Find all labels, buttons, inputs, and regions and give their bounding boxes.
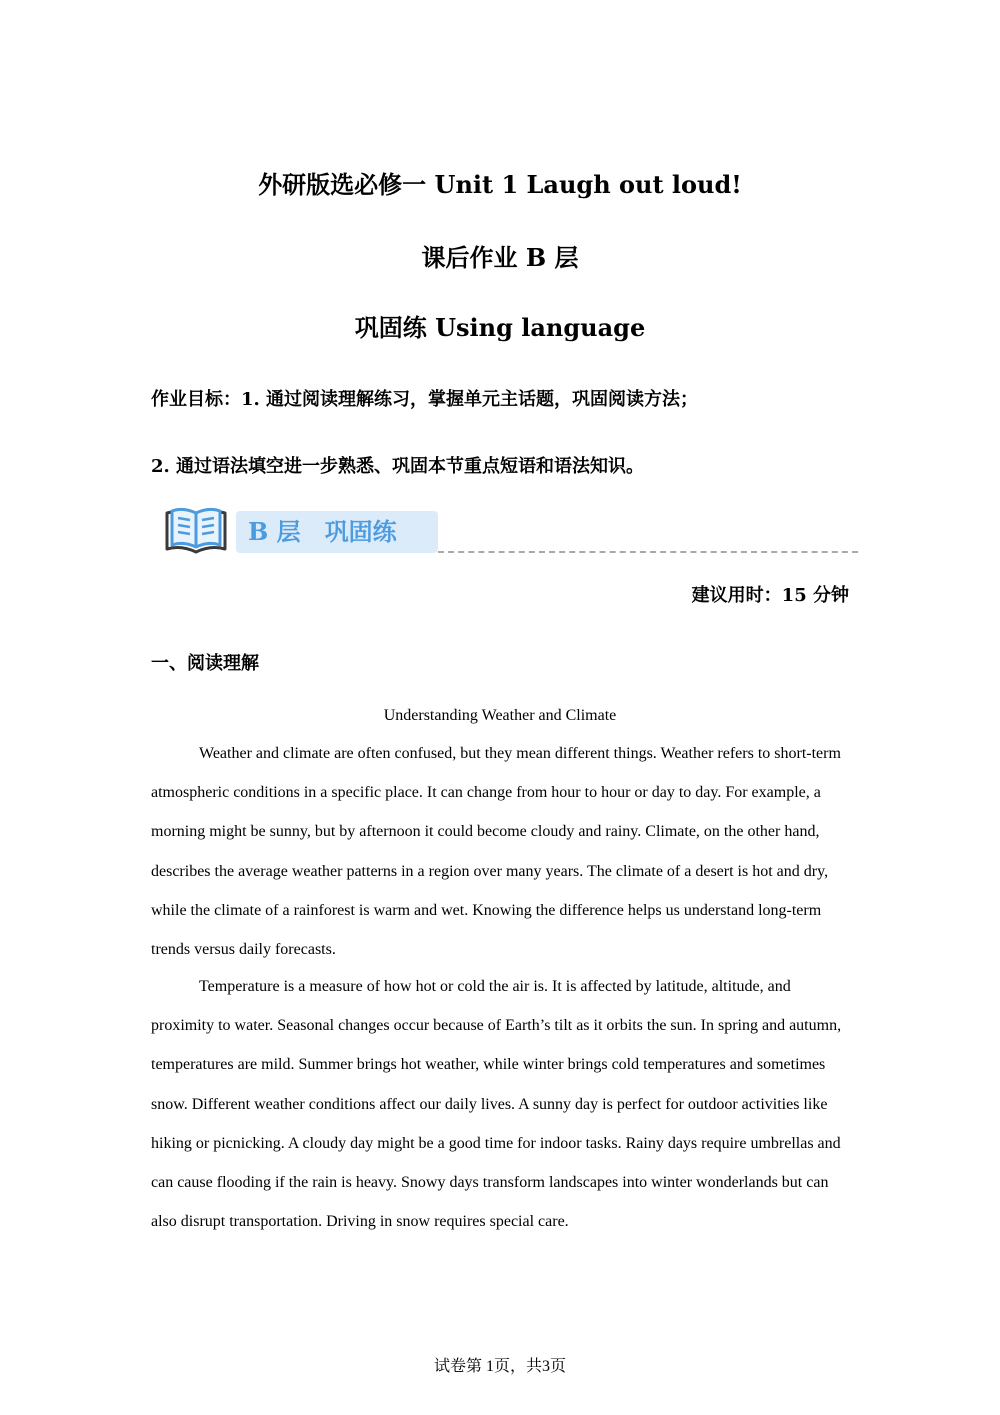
goal-line-1: 作业目标：1. 通过阅读理解练习，掌握单元主话题，巩固阅读方法；: [151, 389, 699, 410]
open-book-icon: [163, 505, 229, 557]
goal-line-2: 2. 通过语法填空进一步熟悉、巩固本节重点短语和语法知识。: [151, 456, 645, 477]
banner-label: B 层 巩固练: [236, 511, 438, 553]
level-banner: [163, 503, 863, 559]
document-subtitle: 课后作业 B 层: [421, 243, 579, 272]
section-heading: 一、阅读理解: [151, 653, 259, 674]
lesson-title: 巩固练 Using language: [354, 313, 646, 342]
suggested-time: 建议用时：15 分钟: [691, 585, 849, 606]
banner-divider: [438, 551, 858, 553]
passage-title: Understanding Weather and Climate: [383, 707, 617, 724]
passage-paragraph-1: Weather and climate are often confused, but they mean different things. Weather refers to short-term atmospheric conditions in a specific place. It can change from hour to hour or day to day. For example, a morning might be sunny, but by afternoon it could become cloudy and rainy. Climate, on the other hand, describes the average weather patterns in a region over many years. The climate of a desert is hot and dry, while the climate of a rainforest is warm and wet. Knowing the difference helps us understand long-term trends versus daily forecasts.: [151, 745, 841, 959]
passage-paragraph-2: Temperature is a measure of how hot or cold the air is. It is affected by latitude, altitude, and proximity to water. Seasonal changes occur because of Earth’s tilt as it orbits the sun. In spring and autumn, temperatures are mild. Summer brings hot weather, while winter brings cold temperatures and sometimes snow. Different weather conditions affect our daily lives. A sunny day is perfect for outdoor activities like hiking or picnicking. A cloudy day might be a good time for indoor tasks. Rainy days require umbrellas and can cause flooding if the rain is heavy. Snowy days transform landscapes into winter wonderlands but can also disrupt transportation. Driving in snow requires special care.: [151, 978, 842, 1231]
page-footer: 试卷第 1页，共3页: [433, 1358, 566, 1375]
document-title: 外研版选必修一 Unit 1 Laugh out loud!: [258, 170, 742, 199]
